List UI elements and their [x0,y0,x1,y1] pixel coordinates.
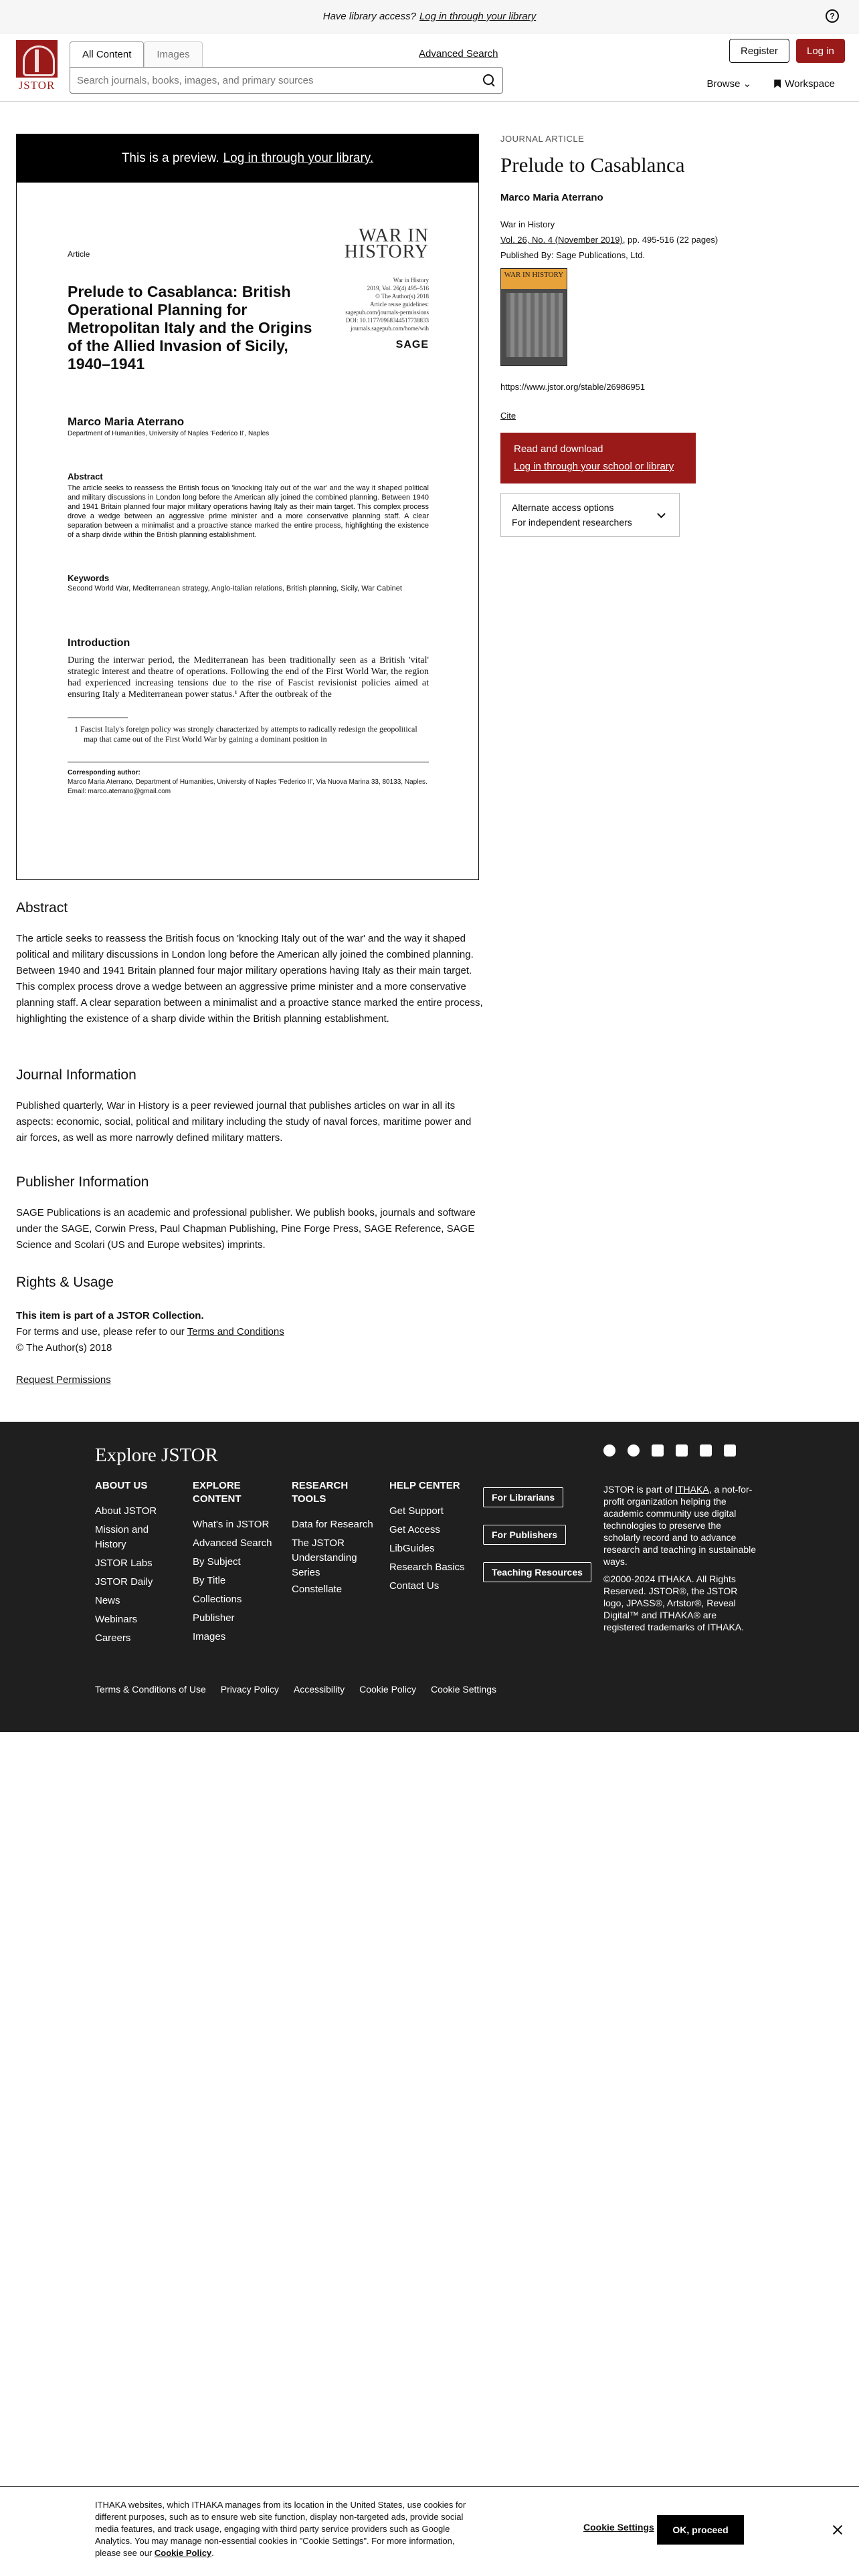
footer-link[interactable]: Publisher [193,1612,235,1624]
cover-title: WAR IN HISTORY [501,269,567,289]
publisher-heading: Publisher Information [16,1174,149,1190]
close-icon[interactable] [832,2525,843,2535]
footer-link[interactable]: By Subject [193,1556,241,1568]
meta-line: sagepub.com/journals-permissions [345,309,429,316]
cookie-ok-button[interactable]: OK, proceed [657,2515,744,2545]
linkedin-icon[interactable] [700,1444,712,1457]
article-label: Article [68,249,90,259]
volume-info [500,235,835,245]
article-sidebar [500,134,835,537]
stable-url: https://www.jstor.org/stable/26986951 [500,382,646,392]
journal-cover[interactable] [500,268,567,366]
for-librarians-button[interactable]: For Librarians [483,1487,563,1507]
workspace-label: Workspace [785,78,835,90]
teaching-resources-button[interactable]: Teaching Resources [483,1562,591,1582]
footer-link[interactable]: Careers [95,1632,131,1644]
register-button[interactable]: Register [729,39,789,63]
cover-image [506,293,563,357]
page-author: Marco Maria Aterrano [68,415,185,428]
page-affiliation: Department of Humanities, University of Naples 'Federico II', Naples [68,430,270,437]
help-icon[interactable]: ? [826,9,839,23]
volume-link[interactable]: Vol. 26, No. 4 (November 2019) [500,235,623,245]
footer-link[interactable]: About JSTOR [95,1505,157,1517]
about-pre: JSTOR is part of [603,1484,673,1495]
footer-col-heading: EXPLORE CONTENT [193,1480,242,1505]
page-intro-heading: Introduction [68,637,130,649]
sage-logo: SAGE [395,339,429,350]
meta-line: 2019, Vol. 26(4) 495–516 [367,285,429,292]
corr-heading: Corresponding author: [68,769,140,776]
library-access-banner [0,0,859,33]
abstract-section [16,900,484,1027]
journal-name: War in History [500,219,555,229]
preview-login-link[interactable]: Log in through your library. [223,151,374,165]
page-intro: During the interwar period, the Mediterranean has been traditionally seen as a British 'vital' strategic interest and theatre of operations. Following the end of the First World War, the region had experienced increasing tensions due to the rise of Fascist revisionist policies aimed at ensuring Italy a Mediterranean power status.¹ After the outbreak of the [68,655,429,700]
meta-line: War in History [393,277,429,284]
footer-col-about [95,1479,169,1648]
rights-copy: © The Author(s) 2018 [16,1342,112,1354]
search-input[interactable] [77,75,482,86]
request-permissions-link[interactable]: Request Permissions [16,1374,111,1386]
page-abstract: The article seeks to reassess the British focus on 'knocking Italy out of the war' and the way it shaped political and military discussions in London long before the American ally joined the combined planning. Between 1940 and 1941 Britain planned four major military operations having Italy as their main target. This complex process drove a wedge between an aggressive prime minister and a more conservative planning staff. A clear separation between a minimalist and a proactive stance marked the entire process, highlighting the existence of a sharp divide within the British planning establishment. [68,484,429,539]
site-footer [0,1422,859,1732]
workspace-link[interactable] [774,78,835,90]
read-btn-sub: Log in through your school or library [514,461,674,472]
footer-col-heading: RESEARCH TOOLS [292,1480,349,1505]
footer-link[interactable]: News [95,1595,120,1606]
browse-menu[interactable]: Browse ⌄ [706,78,752,90]
search-bar [70,67,503,94]
footer-link[interactable]: By Title [193,1575,226,1586]
publisher-line: Published By: Sage Publications, Ltd. [500,250,646,260]
footer-link[interactable]: Webinars [95,1614,138,1625]
page-article-title: Prelude to Casablanca: British Operational Planning for Metropolitan Italy and the Origins of the Allied Invasion of Sicily, 1940–1941 [68,283,312,372]
page-footnote: 1 Fascist Italy's foreign policy was strongly characterized by attempts to radically redesign the geopolitical map that came out of the First World War by gaining a dominant position in [74,724,417,744]
page-keywords: Second World War, Mediterranean strategy, Anglo-Italian relations, British planning, Sicily, War Cabinet [68,584,402,593]
alternate-access-dropdown[interactable] [500,493,680,537]
library-login-link[interactable]: Log in through your library [419,11,537,22]
footer-col-explore [193,1479,280,1646]
footer-legal-link[interactable]: Cookie Policy [359,1684,416,1695]
meta-line: Article reuse guidelines: [370,301,429,308]
preview-text: This is a preview. [121,151,219,165]
footer-about [603,1483,757,1568]
footer-link[interactable]: Data for Research [292,1519,373,1530]
footer-link[interactable]: Get Access [389,1524,440,1535]
footer-link[interactable]: LibGuides [389,1543,435,1554]
footer-legal-link[interactable]: Accessibility [293,1684,345,1695]
footer-link[interactable]: The JSTOR Understanding Series [292,1537,357,1578]
content-type: JOURNAL ARTICLE [500,134,585,144]
banner-text: Have library access? [322,11,416,22]
footer-link[interactable]: JSTOR Labs [95,1558,153,1569]
footer-legal-link[interactable]: Cookie Settings [430,1684,497,1695]
cookie-policy-link[interactable]: Cookie Policy [154,2548,212,2558]
footer-link[interactable]: Constellate [292,1584,343,1595]
footer-copyright: ©2000-2024 ITHAKA. All Rights Reserved. JSTOR®, the JSTOR logo, JPASS®, Artstor®, Reveal Digital™ and ITHAKA® are registered trademarks of ITHAKA. [603,1574,745,1632]
journal-logo: WAR IN HISTORY [344,225,429,262]
twitter-icon[interactable] [603,1444,615,1457]
social-links [603,1444,736,1457]
cite-link[interactable]: Cite [500,411,516,421]
corresponding-author [68,768,429,796]
jstor-logo-icon [16,40,58,78]
advanced-search-link[interactable]: Advanced Search [419,48,498,60]
bookmark-icon [774,80,781,88]
article-author: Marco Maria Aterrano [500,192,603,203]
article-preview [16,134,479,880]
header-nav [706,78,835,90]
footer-link[interactable]: Research Basics [389,1562,465,1573]
cookie-banner [0,2486,859,2576]
tumblr-icon[interactable] [724,1444,736,1457]
for-publishers-button[interactable]: For Publishers [483,1525,566,1545]
about-post: , a not-for-profit organization helping the academic community use digital technologies to preserve the scholarly record and to advance research and teaching in sustainable ways. [603,1484,757,1567]
corr-email: Email: marco.aterrano@gmail.com [68,788,171,795]
journal-text: Published quarterly, War in History is a peer reviewed journal that publishes articles on war in all its aspects: economic, social, political and military including the study of naval forces, maritime power and air forces, as well as more narrowly defined military matters. [16,1100,472,1144]
page-keywords-heading: Keywords [68,573,110,583]
ithaka-link[interactable]: ITHAKA [675,1484,709,1495]
facebook-icon[interactable] [628,1444,640,1457]
alt-title: Alternate access options [512,502,614,513]
logo-text: JSTOR [18,79,56,92]
login-button[interactable]: Log in [796,39,845,63]
footer-legal-link[interactable]: Terms & Conditions of Use [95,1684,206,1695]
footer-col-help [389,1479,476,1596]
rights-bold: This item is part of a JSTOR Collection. [16,1310,204,1321]
search-icon[interactable] [482,74,496,87]
footer-col-tools [292,1479,379,1599]
footer-title: Explore JSTOR [95,1444,218,1466]
rights-section [16,1275,484,1388]
search-tabs [70,41,203,67]
journal-section [16,1067,484,1146]
rights-heading: Rights & Usage [16,1275,114,1290]
footer-col-heading: HELP CENTER [389,1480,460,1491]
read-btn-label: Read and download [514,443,603,455]
corr-text: Marco Maria Aterrano, Department of Humanities, University of Naples 'Federico II', Via Nuova Marina 33, 80133, Naples. [68,778,427,786]
abstract-text: The article seeks to reassess the British focus on 'knocking Italy out of the war' and the way it shaped political and military discussions in London long before the American ally joined the combined planning. Between 1940 and 1941 Britain planned four major military operations having Italy as their main target. This complex process drove a wedge between an aggressive prime minister and a more conservative planning staff. A clear separation between a minimalist and a proactive stance marked the entire process, highlighting the existence of a sharp divide within the British planning establishment. [16,933,483,1025]
page-abstract-heading: Abstract [68,471,103,481]
instagram-icon[interactable] [652,1444,664,1457]
footer-col-heading: ABOUT US [95,1480,148,1491]
terms-link[interactable]: Terms and Conditions [187,1326,284,1337]
meta-line: DOI: 10.1177/0968344517738833 [345,317,429,324]
read-download-button[interactable] [500,433,696,484]
footer-link[interactable]: JSTOR Daily [95,1576,153,1588]
footer-legal-links [95,1684,496,1695]
meta-line: journals.sagepub.com/home/wih [351,325,429,332]
cookie-text: ITHAKA websites, which ITHAKA manages from its location in the United States, use cookies for different purposes, such as to ensure web site function, display non-targeted ads, provide social media features, and track usage, engaging with third party service providers such as Google Analytics. You may manage non-essential cookies in "Cookie Settings". For more information, please see our Cookie Policy. [95,2500,466,2558]
publisher-section [16,1174,484,1253]
footer-link[interactable]: Contact Us [389,1580,440,1592]
jstor-logo[interactable] [16,40,58,92]
article-title: Prelude to Casablanca [500,153,685,177]
rights-line [16,1324,484,1340]
page-range: , pp. 495-516 (22 pages) [622,235,719,245]
publisher-text: SAGE Publications is an academic and professional publisher. We publish books, journals and software under the SAGE, Corwin Press, Paul Chapman Publishing, Pine Forge Press, SAGE Reference, SAGE Science and Scolari (US and Europe websites) imprints. [16,1207,476,1251]
abstract-heading: Abstract [16,900,68,916]
cookie-message: ITHAKA websites, which ITHAKA manages from its location in the United States, use cookies for different purposes, such as to ensure web site function, display non-targeted ads, provide social media features, and track usage, engaging with third party service providers such as Google Analytics. You may manage non-essential cookies in "Cookie Settings". For more information, please see our [95,2500,466,2558]
footer-link[interactable]: Images [193,1631,226,1642]
footer-link[interactable]: Get Support [389,1505,444,1517]
footer-legal-link[interactable]: Privacy Policy [220,1684,279,1695]
preview-bar [17,134,478,183]
footer-link[interactable]: Mission and History [95,1524,149,1550]
tab-images[interactable]: Images [144,41,202,67]
meta-line: © The Author(s) 2018 [375,293,429,300]
youtube-icon[interactable] [676,1444,688,1457]
footer-link[interactable]: Advanced Search [193,1537,272,1549]
site-header [0,33,859,102]
footer-link[interactable]: Collections [193,1594,242,1605]
tab-all-content[interactable]: All Content [70,41,144,67]
journal-heading: Journal Information [16,1067,136,1083]
rights-line-text: For terms and use, please refer to our [16,1326,185,1337]
cookie-settings-button[interactable]: Cookie Settings [583,2522,654,2533]
alt-sub: For independent researchers [512,517,632,528]
footer-link[interactable]: What's in JSTOR [193,1519,270,1530]
